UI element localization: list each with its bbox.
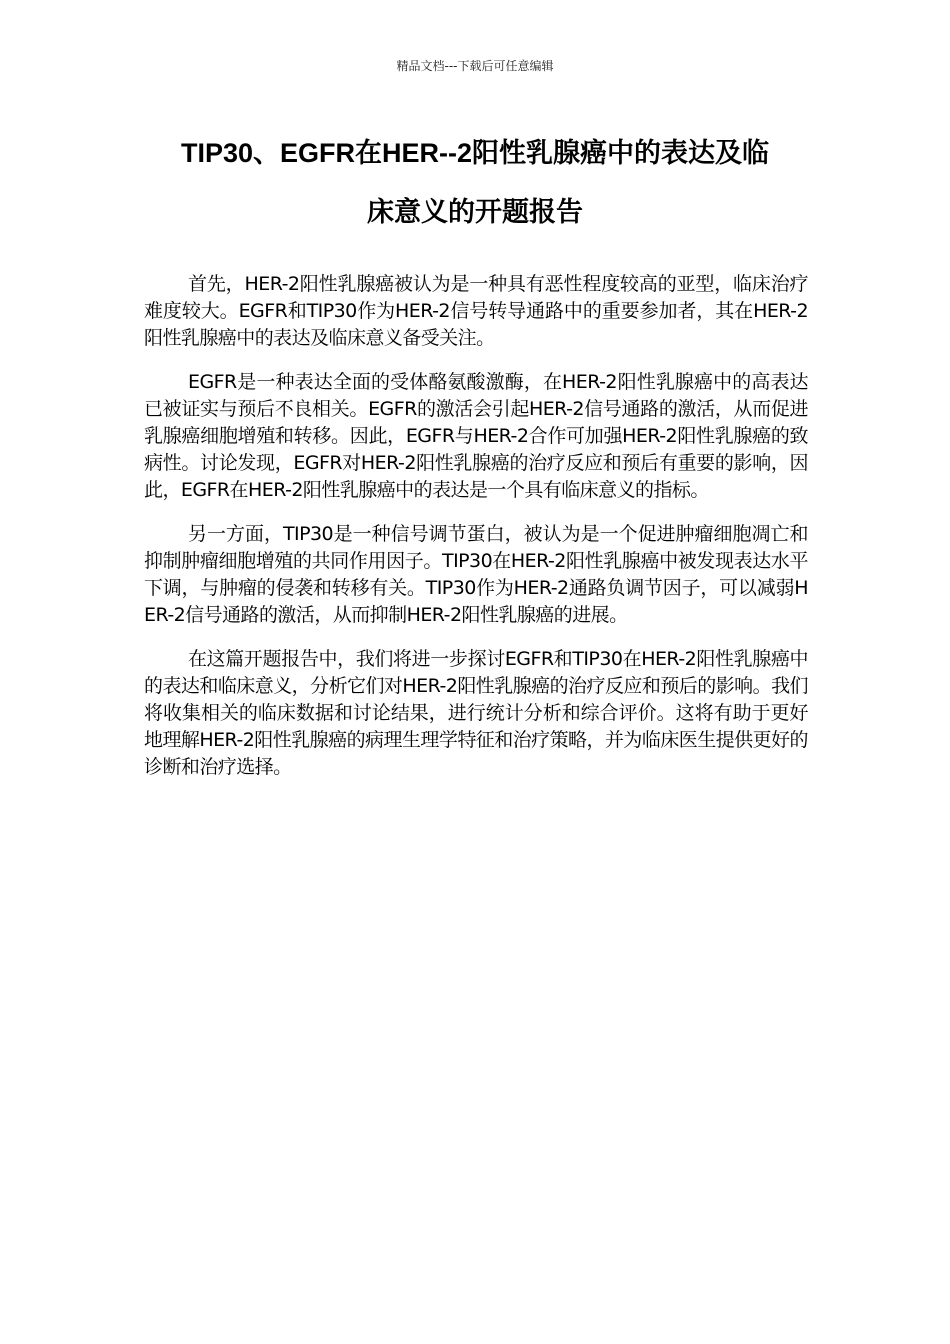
- body-paragraph-1: 首先，HER-2阳性乳腺癌被认为是一种具有恶性程度较高的亚型，临床治疗难度较大。EGFR和TIP30作为HER-2信号转导通路中的重要参加者，其在HER-2阳性乳腺癌中的表达及临床意义备受关注。: [144, 273, 808, 349]
- document-title: [110, 134, 840, 252]
- body-paragraph-4: 在这篇开题报告中，我们将进一步探讨EGFR和TIP30在HER-2阳性乳腺癌中的表达和临床意义，分析它们对HER-2阳性乳腺癌的治疗反应和预后的影响。我们将收集相关的临床数据和讨论结果，进行统计分析和综合评价。这将有助于更好地理解HER-2阳性乳腺癌的病理生理学特征和治疗策略，并为临床医生提供更好的诊断和治疗选择。: [144, 648, 808, 778]
- document-title-line-2: 床意义的开题报告: [367, 197, 583, 227]
- document-title-line-1: TIP30、EGFR在HER--2阳性乳腺癌中的表达及临: [180, 138, 770, 168]
- body-paragraph-3: 另一方面，TIP30是一种信号调节蛋白，被认为是一个促进肿瘤细胞凋亡和抑制肿瘤细胞增殖的共同作用因子。TIP30在HER-2阳性乳腺癌中被发现表达水平下调，与肿瘤的侵袭和转移有关。TIP30作为HER-2通路负调节因子，可以减弱HER-2信号通路的激活，从而抑制HER-2阳性乳腺癌的进展。: [144, 523, 808, 626]
- page-header-note: 精品文档---下载后可任意编辑: [396, 59, 554, 73]
- body-paragraph-2: EGFR是一种表达全面的受体酪氨酸激酶，在HER-2阳性乳腺癌中的高表达已被证实与预后不良相关。EGFR的激活会引起HER-2信号通路的激活，从而促进乳腺癌细胞增殖和转移。因此，EGFR与HER-2合作可加强HER-2阳性乳腺癌的致病性。讨论发现，EGFR对HER-2阳性乳腺癌的治疗反应和预后有重要的影响，因此，EGFR在HER-2阳性乳腺癌中的表达是一个具有临床意义的指标。: [144, 371, 808, 501]
- document-body: [144, 271, 808, 798]
